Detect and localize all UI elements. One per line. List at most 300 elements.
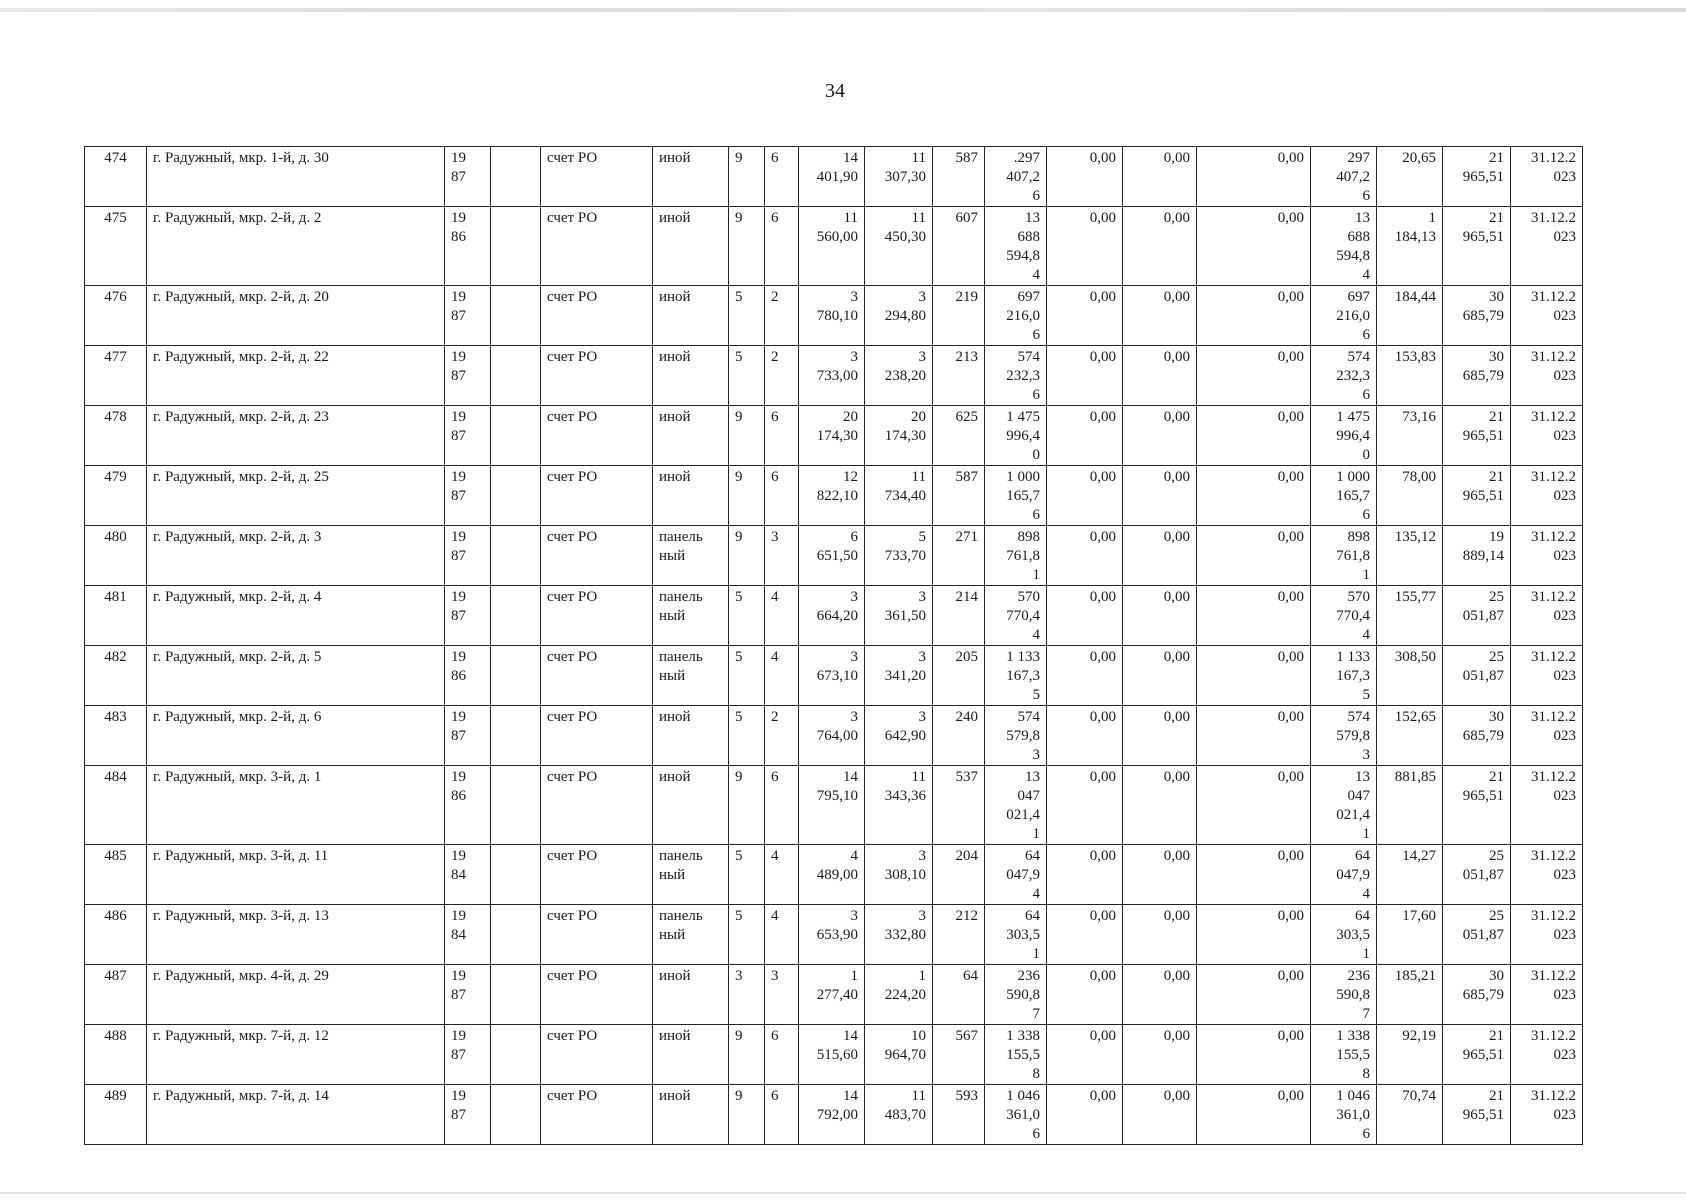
cost-owners-cell: 297 407,2 6 — [1311, 147, 1377, 207]
cost-municipal-cell: 0,00 — [1197, 1025, 1311, 1085]
cost-fund-cell: 0,00 — [1047, 646, 1123, 706]
living-area-cell: 11 450,30 — [865, 207, 933, 286]
wall-material-cell: иной — [653, 466, 729, 526]
cost-fund-cell: 0,00 — [1047, 1025, 1123, 1085]
residents-cell: 240 — [933, 706, 985, 766]
floors-cell: 5 — [729, 346, 765, 406]
total-area-cell: 11 560,00 — [799, 207, 865, 286]
residents-cell: 271 — [933, 526, 985, 586]
table-row — [85, 466, 1583, 526]
row-number-cell: 484 — [85, 766, 147, 845]
total-area-cell: 1 277,40 — [799, 965, 865, 1025]
cost-fund-cell: 0,00 — [1047, 1085, 1123, 1145]
scan-edge-top — [0, 8, 1686, 12]
total-area-cell: 3 733,00 — [799, 346, 865, 406]
floors-cell: 9 — [729, 1025, 765, 1085]
unit-cost-cell: 17,60 — [1377, 905, 1443, 965]
year-built-cell: 19 87 — [445, 965, 491, 1025]
row-number-cell: 486 — [85, 905, 147, 965]
cost-owners-cell: 13 047 021,4 1 — [1311, 766, 1377, 845]
floors-cell: 9 — [729, 207, 765, 286]
wall-material-cell: иной — [653, 346, 729, 406]
total-area-cell: 3 780,10 — [799, 286, 865, 346]
deadline-cell: 31.12.2 023 — [1511, 1025, 1583, 1085]
blank-cell — [491, 406, 541, 466]
max-unit-cost-cell: 30 685,79 — [1443, 965, 1511, 1025]
unit-cost-cell: 20,65 — [1377, 147, 1443, 207]
unit-cost-cell: 153,83 — [1377, 346, 1443, 406]
year-built-cell: 19 87 — [445, 1085, 491, 1145]
residents-cell: 625 — [933, 406, 985, 466]
cost-municipal-cell: 0,00 — [1197, 147, 1311, 207]
cost-municipal-cell: 0,00 — [1197, 207, 1311, 286]
cost-municipal-cell: 0,00 — [1197, 766, 1311, 845]
cost-municipal-cell: 0,00 — [1197, 466, 1311, 526]
cost-fund-cell: 0,00 — [1047, 286, 1123, 346]
year-built-cell: 19 87 — [445, 586, 491, 646]
year-built-cell: 19 86 — [445, 766, 491, 845]
row-number-cell: 483 — [85, 706, 147, 766]
max-unit-cost-cell: 21 965,51 — [1443, 466, 1511, 526]
row-number-cell: 475 — [85, 207, 147, 286]
entrances-cell: 2 — [765, 286, 799, 346]
address-cell: г. Радужный, мкр. 3-й, д. 1 — [147, 766, 445, 845]
table-row — [85, 965, 1583, 1025]
total-cost-cell: 570 770,4 4 — [985, 586, 1047, 646]
table-row — [85, 845, 1583, 905]
table-row — [85, 766, 1583, 845]
total-cost-cell: 13 047 021,4 1 — [985, 766, 1047, 845]
cost-municipal-cell: 0,00 — [1197, 346, 1311, 406]
floors-cell: 9 — [729, 1085, 765, 1145]
address-cell: г. Радужный, мкр. 2-й, д. 23 — [147, 406, 445, 466]
living-area-cell: 3 332,80 — [865, 905, 933, 965]
living-area-cell: 3 341,20 — [865, 646, 933, 706]
cost-regional-cell: 0,00 — [1123, 766, 1197, 845]
cost-regional-cell: 0,00 — [1123, 845, 1197, 905]
wall-material-cell: панель ный — [653, 586, 729, 646]
max-unit-cost-cell: 21 965,51 — [1443, 147, 1511, 207]
cost-owners-cell: 697 216,0 6 — [1311, 286, 1377, 346]
fund-method-cell: счет РО — [541, 965, 653, 1025]
cost-owners-cell: 1 338 155,5 8 — [1311, 1025, 1377, 1085]
unit-cost-cell: 881,85 — [1377, 766, 1443, 845]
table-row — [85, 346, 1583, 406]
cost-regional-cell: 0,00 — [1123, 466, 1197, 526]
address-cell: г. Радужный, мкр. 2-й, д. 3 — [147, 526, 445, 586]
blank-cell — [491, 466, 541, 526]
floors-cell: 9 — [729, 766, 765, 845]
cost-owners-cell: 570 770,4 4 — [1311, 586, 1377, 646]
unit-cost-cell: 73,16 — [1377, 406, 1443, 466]
max-unit-cost-cell: 25 051,87 — [1443, 905, 1511, 965]
total-area-cell: 14 792,00 — [799, 1085, 865, 1145]
year-built-cell: 19 87 — [445, 286, 491, 346]
address-cell: г. Радужный, мкр. 2-й, д. 5 — [147, 646, 445, 706]
residents-cell: 219 — [933, 286, 985, 346]
residents-cell: 205 — [933, 646, 985, 706]
living-area-cell: 3 294,80 — [865, 286, 933, 346]
cost-municipal-cell: 0,00 — [1197, 286, 1311, 346]
wall-material-cell: иной — [653, 965, 729, 1025]
living-area-cell: 3 308,10 — [865, 845, 933, 905]
deadline-cell: 31.12.2 023 — [1511, 706, 1583, 766]
entrances-cell: 3 — [765, 526, 799, 586]
entrances-cell: 6 — [765, 147, 799, 207]
address-cell: г. Радужный, мкр. 3-й, д. 13 — [147, 905, 445, 965]
entrances-cell: 6 — [765, 406, 799, 466]
fund-method-cell: счет РО — [541, 346, 653, 406]
total-area-cell: 3 664,20 — [799, 586, 865, 646]
row-number-cell: 474 — [85, 147, 147, 207]
cost-fund-cell: 0,00 — [1047, 905, 1123, 965]
year-built-cell: 19 87 — [445, 706, 491, 766]
living-area-cell: 3 238,20 — [865, 346, 933, 406]
cost-fund-cell: 0,00 — [1047, 766, 1123, 845]
cost-owners-cell: 1 046 361,0 6 — [1311, 1085, 1377, 1145]
residents-cell: 212 — [933, 905, 985, 965]
wall-material-cell: панель ный — [653, 526, 729, 586]
total-area-cell: 12 822,10 — [799, 466, 865, 526]
cost-owners-cell: 236 590,8 7 — [1311, 965, 1377, 1025]
cost-municipal-cell: 0,00 — [1197, 706, 1311, 766]
floors-cell: 5 — [729, 845, 765, 905]
floors-cell: 9 — [729, 406, 765, 466]
cost-owners-cell: 574 579,8 3 — [1311, 706, 1377, 766]
cost-fund-cell: 0,00 — [1047, 207, 1123, 286]
entrances-cell: 6 — [765, 207, 799, 286]
total-area-cell: 3 653,90 — [799, 905, 865, 965]
total-cost-cell: 574 579,8 3 — [985, 706, 1047, 766]
total-area-cell: 3 673,10 — [799, 646, 865, 706]
cost-regional-cell: 0,00 — [1123, 286, 1197, 346]
living-area-cell: 3 361,50 — [865, 586, 933, 646]
total-cost-cell: 13 688 594,8 4 — [985, 207, 1047, 286]
cost-fund-cell: 0,00 — [1047, 147, 1123, 207]
unit-cost-cell: 135,12 — [1377, 526, 1443, 586]
cost-regional-cell: 0,00 — [1123, 646, 1197, 706]
total-cost-cell: 1 338 155,5 8 — [985, 1025, 1047, 1085]
blank-cell — [491, 586, 541, 646]
deadline-cell: 31.12.2 023 — [1511, 406, 1583, 466]
row-number-cell: 485 — [85, 845, 147, 905]
entrances-cell: 6 — [765, 1085, 799, 1145]
unit-cost-cell: 185,21 — [1377, 965, 1443, 1025]
max-unit-cost-cell: 21 965,51 — [1443, 1025, 1511, 1085]
total-area-cell: 4 489,00 — [799, 845, 865, 905]
floors-cell: 5 — [729, 586, 765, 646]
cost-owners-cell: 13 688 594,8 4 — [1311, 207, 1377, 286]
floors-cell: 3 — [729, 965, 765, 1025]
row-number-cell: 479 — [85, 466, 147, 526]
cost-regional-cell: 0,00 — [1123, 586, 1197, 646]
deadline-cell: 31.12.2 023 — [1511, 207, 1583, 286]
cost-fund-cell: 0,00 — [1047, 526, 1123, 586]
entrances-cell: 6 — [765, 1025, 799, 1085]
fund-method-cell: счет РО — [541, 207, 653, 286]
floors-cell: 9 — [729, 526, 765, 586]
deadline-cell: 31.12.2 023 — [1511, 586, 1583, 646]
residents-cell: 587 — [933, 147, 985, 207]
year-built-cell: 19 86 — [445, 207, 491, 286]
year-built-cell: 19 84 — [445, 905, 491, 965]
cost-owners-cell: 1 000 165,7 6 — [1311, 466, 1377, 526]
residents-cell: 607 — [933, 207, 985, 286]
entrances-cell: 4 — [765, 646, 799, 706]
table-row — [85, 286, 1583, 346]
cost-fund-cell: 0,00 — [1047, 706, 1123, 766]
address-cell: г. Радужный, мкр. 2-й, д. 6 — [147, 706, 445, 766]
total-cost-cell: 1 046 361,0 6 — [985, 1085, 1047, 1145]
cost-regional-cell: 0,00 — [1123, 706, 1197, 766]
total-cost-cell: 574 232,3 6 — [985, 346, 1047, 406]
row-number-cell: 488 — [85, 1025, 147, 1085]
page-number: 34 — [825, 80, 845, 102]
total-cost-cell: 697 216,0 6 — [985, 286, 1047, 346]
entrances-cell: 4 — [765, 586, 799, 646]
address-cell: г. Радужный, мкр. 2-й, д. 22 — [147, 346, 445, 406]
max-unit-cost-cell: 21 965,51 — [1443, 207, 1511, 286]
total-cost-cell: 1 133 167,3 5 — [985, 646, 1047, 706]
living-area-cell: 20 174,30 — [865, 406, 933, 466]
entrances-cell: 2 — [765, 706, 799, 766]
wall-material-cell: панель ный — [653, 845, 729, 905]
cost-regional-cell: 0,00 — [1123, 1025, 1197, 1085]
max-unit-cost-cell: 25 051,87 — [1443, 586, 1511, 646]
cost-owners-cell: 64 047,9 4 — [1311, 845, 1377, 905]
floors-cell: 9 — [729, 147, 765, 207]
address-cell: г. Радужный, мкр. 3-й, д. 11 — [147, 845, 445, 905]
cost-regional-cell: 0,00 — [1123, 965, 1197, 1025]
wall-material-cell: иной — [653, 1025, 729, 1085]
blank-cell — [491, 147, 541, 207]
table-row — [85, 1025, 1583, 1085]
wall-material-cell: иной — [653, 147, 729, 207]
living-area-cell: 5 733,70 — [865, 526, 933, 586]
table-row — [85, 586, 1583, 646]
cost-regional-cell: 0,00 — [1123, 207, 1197, 286]
cost-municipal-cell: 0,00 — [1197, 965, 1311, 1025]
residents-cell: 587 — [933, 466, 985, 526]
living-area-cell: 10 964,70 — [865, 1025, 933, 1085]
total-area-cell: 14 515,60 — [799, 1025, 865, 1085]
blank-cell — [491, 526, 541, 586]
residents-cell: 64 — [933, 965, 985, 1025]
blank-cell — [491, 1025, 541, 1085]
year-built-cell: 19 87 — [445, 346, 491, 406]
deadline-cell: 31.12.2 023 — [1511, 346, 1583, 406]
entrances-cell: 4 — [765, 905, 799, 965]
total-cost-cell: .297 407,2 6 — [985, 147, 1047, 207]
unit-cost-cell: 1 184,13 — [1377, 207, 1443, 286]
total-cost-cell: 1 475 996,4 0 — [985, 406, 1047, 466]
registry-body — [85, 147, 1583, 1145]
row-number-cell: 477 — [85, 346, 147, 406]
address-cell: г. Радужный, мкр. 2-й, д. 20 — [147, 286, 445, 346]
address-cell: г. Радужный, мкр. 2-й, д. 25 — [147, 466, 445, 526]
blank-cell — [491, 706, 541, 766]
residents-cell: 214 — [933, 586, 985, 646]
living-area-cell: 11 343,36 — [865, 766, 933, 845]
fund-method-cell: счет РО — [541, 147, 653, 207]
blank-cell — [491, 346, 541, 406]
residents-cell: 593 — [933, 1085, 985, 1145]
max-unit-cost-cell: 25 051,87 — [1443, 646, 1511, 706]
cost-municipal-cell: 0,00 — [1197, 845, 1311, 905]
deadline-cell: 31.12.2 023 — [1511, 466, 1583, 526]
floors-cell: 5 — [729, 646, 765, 706]
year-built-cell: 19 84 — [445, 845, 491, 905]
cost-regional-cell: 0,00 — [1123, 147, 1197, 207]
unit-cost-cell: 70,74 — [1377, 1085, 1443, 1145]
row-number-cell: 487 — [85, 965, 147, 1025]
living-area-cell: 11 734,40 — [865, 466, 933, 526]
total-cost-cell: 236 590,8 7 — [985, 965, 1047, 1025]
table-row — [85, 207, 1583, 286]
unit-cost-cell: 152,65 — [1377, 706, 1443, 766]
table-row — [85, 706, 1583, 766]
year-built-cell: 19 87 — [445, 147, 491, 207]
deadline-cell: 31.12.2 023 — [1511, 965, 1583, 1025]
fund-method-cell: счет РО — [541, 526, 653, 586]
cost-regional-cell: 0,00 — [1123, 1085, 1197, 1145]
total-area-cell: 3 764,00 — [799, 706, 865, 766]
wall-material-cell: иной — [653, 766, 729, 845]
cost-municipal-cell: 0,00 — [1197, 586, 1311, 646]
unit-cost-cell: 14,27 — [1377, 845, 1443, 905]
year-built-cell: 19 87 — [445, 1025, 491, 1085]
cost-fund-cell: 0,00 — [1047, 845, 1123, 905]
deadline-cell: 31.12.2 023 — [1511, 905, 1583, 965]
cost-fund-cell: 0,00 — [1047, 586, 1123, 646]
entrances-cell: 2 — [765, 346, 799, 406]
blank-cell — [491, 646, 541, 706]
row-number-cell: 482 — [85, 646, 147, 706]
cost-municipal-cell: 0,00 — [1197, 526, 1311, 586]
total-cost-cell: 64 047,9 4 — [985, 845, 1047, 905]
residents-cell: 204 — [933, 845, 985, 905]
floors-cell: 5 — [729, 905, 765, 965]
row-number-cell: 481 — [85, 586, 147, 646]
fund-method-cell: счет РО — [541, 646, 653, 706]
cost-municipal-cell: 0,00 — [1197, 1085, 1311, 1145]
fund-method-cell: счет РО — [541, 905, 653, 965]
total-area-cell: 14 795,10 — [799, 766, 865, 845]
living-area-cell: 11 483,70 — [865, 1085, 933, 1145]
deadline-cell: 31.12.2 023 — [1511, 526, 1583, 586]
deadline-cell: 31.12.2 023 — [1511, 286, 1583, 346]
total-area-cell: 14 401,90 — [799, 147, 865, 207]
year-built-cell: 19 87 — [445, 406, 491, 466]
cost-regional-cell: 0,00 — [1123, 526, 1197, 586]
max-unit-cost-cell: 21 965,51 — [1443, 406, 1511, 466]
max-unit-cost-cell: 21 965,51 — [1443, 766, 1511, 845]
total-cost-cell: 64 303,5 1 — [985, 905, 1047, 965]
cost-municipal-cell: 0,00 — [1197, 905, 1311, 965]
total-area-cell: 20 174,30 — [799, 406, 865, 466]
blank-cell — [491, 766, 541, 845]
year-built-cell: 19 87 — [445, 526, 491, 586]
table-row — [85, 147, 1583, 207]
blank-cell — [491, 905, 541, 965]
cost-regional-cell: 0,00 — [1123, 905, 1197, 965]
max-unit-cost-cell: 30 685,79 — [1443, 346, 1511, 406]
table-row — [85, 526, 1583, 586]
row-number-cell: 476 — [85, 286, 147, 346]
table-row — [85, 406, 1583, 466]
entrances-cell: 3 — [765, 965, 799, 1025]
wall-material-cell: иной — [653, 1085, 729, 1145]
row-number-cell: 489 — [85, 1085, 147, 1145]
fund-method-cell: счет РО — [541, 586, 653, 646]
wall-material-cell: иной — [653, 406, 729, 466]
building-registry-table — [84, 146, 1583, 1145]
deadline-cell: 31.12.2 023 — [1511, 147, 1583, 207]
max-unit-cost-cell: 19 889,14 — [1443, 526, 1511, 586]
max-unit-cost-cell: 21 965,51 — [1443, 1085, 1511, 1145]
total-cost-cell: 1 000 165,7 6 — [985, 466, 1047, 526]
cost-owners-cell: 1 475 996,4 0 — [1311, 406, 1377, 466]
cost-municipal-cell: 0,00 — [1197, 406, 1311, 466]
fund-method-cell: счет РО — [541, 766, 653, 845]
deadline-cell: 31.12.2 023 — [1511, 766, 1583, 845]
address-cell: г. Радужный, мкр. 2-й, д. 2 — [147, 207, 445, 286]
fund-method-cell: счет РО — [541, 1025, 653, 1085]
blank-cell — [491, 1085, 541, 1145]
fund-method-cell: счет РО — [541, 406, 653, 466]
floors-cell: 9 — [729, 466, 765, 526]
blank-cell — [491, 965, 541, 1025]
living-area-cell: 1 224,20 — [865, 965, 933, 1025]
address-cell: г. Радужный, мкр. 4-й, д. 29 — [147, 965, 445, 1025]
floors-cell: 5 — [729, 286, 765, 346]
address-cell: г. Радужный, мкр. 7-й, д. 14 — [147, 1085, 445, 1145]
cost-fund-cell: 0,00 — [1047, 346, 1123, 406]
deadline-cell: 31.12.2 023 — [1511, 1085, 1583, 1145]
deadline-cell: 31.12.2 023 — [1511, 646, 1583, 706]
blank-cell — [491, 286, 541, 346]
unit-cost-cell: 78,00 — [1377, 466, 1443, 526]
scan-edge-bottom — [0, 1192, 1686, 1194]
residents-cell: 537 — [933, 766, 985, 845]
residents-cell: 213 — [933, 346, 985, 406]
wall-material-cell: панель ный — [653, 905, 729, 965]
address-cell: г. Радужный, мкр. 7-й, д. 12 — [147, 1025, 445, 1085]
cost-municipal-cell: 0,00 — [1197, 646, 1311, 706]
address-cell: г. Радужный, мкр. 1-й, д. 30 — [147, 147, 445, 207]
cost-fund-cell: 0,00 — [1047, 406, 1123, 466]
row-number-cell: 480 — [85, 526, 147, 586]
deadline-cell: 31.12.2 023 — [1511, 845, 1583, 905]
fund-method-cell: счет РО — [541, 706, 653, 766]
cost-fund-cell: 0,00 — [1047, 466, 1123, 526]
floors-cell: 5 — [729, 706, 765, 766]
max-unit-cost-cell: 25 051,87 — [1443, 845, 1511, 905]
wall-material-cell: панель ный — [653, 646, 729, 706]
year-built-cell: 19 86 — [445, 646, 491, 706]
unit-cost-cell: 308,50 — [1377, 646, 1443, 706]
max-unit-cost-cell: 30 685,79 — [1443, 706, 1511, 766]
table-row — [85, 905, 1583, 965]
entrances-cell: 6 — [765, 766, 799, 845]
fund-method-cell: счет РО — [541, 1085, 653, 1145]
residents-cell: 567 — [933, 1025, 985, 1085]
table-row — [85, 1085, 1583, 1145]
cost-regional-cell: 0,00 — [1123, 346, 1197, 406]
entrances-cell: 4 — [765, 845, 799, 905]
fund-method-cell: счет РО — [541, 466, 653, 526]
wall-material-cell: иной — [653, 207, 729, 286]
